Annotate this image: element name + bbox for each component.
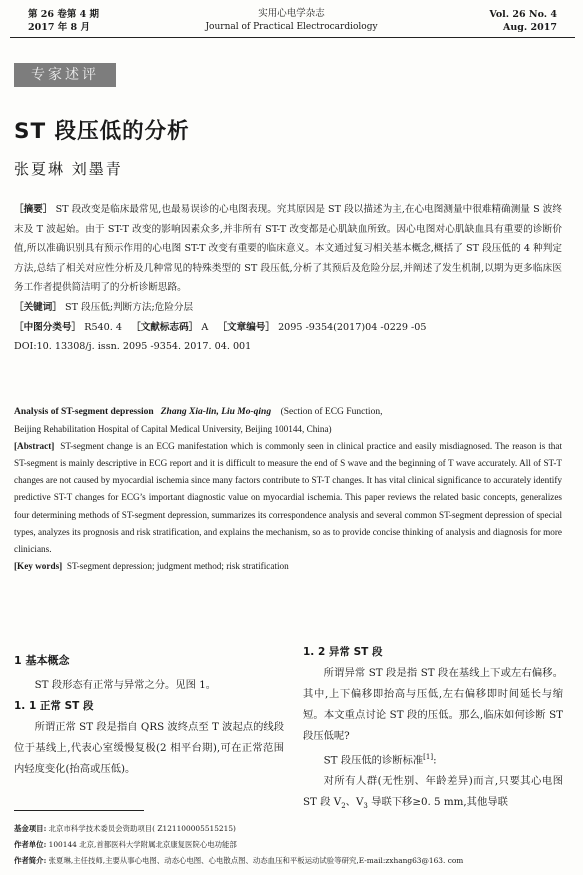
article-title: ST 段压低的分析 (14, 119, 190, 144)
body-column-right (303, 642, 563, 817)
criteria-text-a: 对所有人群(无性别、年龄差异)而言,只要其心电图 ST 段 V (303, 775, 563, 809)
criteria-colon: : (433, 754, 437, 767)
criteria-heading: ST 段压低的诊断标准 (323, 754, 424, 767)
volume-issue: 第 26 卷第 4 期 (28, 9, 100, 20)
bio-label: 作者简介: (14, 856, 47, 865)
section-1-2-text: 所谓异常 ST 段是指 ST 段在基线上下或左右偏移。其中,上下偏移即抬高与压低,左右偏移即时间延长与缩短。本文重点讨论 ST 段的压低。那么,临床如何诊断 ST 段压低呢? (303, 667, 563, 742)
criteria-text (303, 771, 563, 817)
column-label: 专家述评 (14, 63, 116, 87)
header-rule (10, 37, 575, 38)
criteria-text-b: 导联下移≥0. 5 mm,其他导联 (367, 796, 508, 809)
issue-date: 2017 年 8 月 (28, 22, 90, 33)
en-authors: Zhang Xia-lin, Liu Mo-qing (160, 407, 272, 417)
journal-name-cn: 实用心电学杂志 (258, 8, 325, 19)
fund-label: 基金项目: (14, 824, 47, 833)
abstract-label: ［摘要］ (14, 204, 53, 215)
section-1-heading: 1 基本概念 (14, 654, 70, 667)
issue-date-en: Aug. 2017 (503, 22, 557, 33)
body-column-left (14, 650, 284, 780)
fund-text: 北京市科学技术委员会资助项目( Z121100005515215) (48, 824, 236, 833)
en-keywords-text: ST-segment depression; judgment method; risk stratification (66, 560, 289, 571)
article-number-value: 2095 -9354(2017)04 -0229 -05 (278, 321, 427, 333)
footnote-fund (14, 823, 574, 834)
unit-text: 100144 北京,首都医科大学附属北京康复医院心电功能部 (48, 840, 237, 849)
en-affiliation-b: Beijing Rehabilitation Hospital of Capital Medical University, Beijing 100144, China) (14, 424, 332, 435)
chinese-abstract (14, 200, 562, 357)
section-1-2-heading: 1. 2 异常 ST 段 (303, 646, 383, 658)
en-abstract-label: [Abstract] (14, 441, 55, 452)
lead-v3-sub: 3 (363, 802, 368, 811)
keywords-label: ［关键词］ (14, 301, 62, 313)
criteria-ref: [1] (423, 753, 434, 761)
lead-v2-sub: 2 (341, 802, 346, 811)
english-abstract (14, 404, 562, 575)
footnote-unit (14, 839, 574, 850)
footnote-bio (14, 855, 574, 866)
keywords-text: ST 段压低;判断方法;危险分层 (65, 301, 194, 313)
section-1-1-heading: 1. 1 正常 ST 段 (14, 700, 94, 712)
en-abstract-text: ST-segment change is an ECG manifestation which is commonly seen in clinical practice and easily misdiagnosed. The reason is that ST-segment is mainly descriptive in ECG report and it is difficult to measure the end of S wave and the beginning of T wave accurately. All of ST-T changes are not caused by myocardial ischemia since many factors contribute to ST-T changes. It has vital clinical significance to accurately identify predictive ST-T changes for ECG’s important diagnostic value on myocardial ischemia. This paper reviews the related basic concepts, generalizes four determining methods of ST-segment depression, summarizes its correspondence analysis and several common ST-segment depression of special types, analyzes its prognosis and risk stratification, and explains the mechanism, so as to provide concise thinking of analysis and diagnosis for more clinicians. (14, 441, 562, 554)
en-keywords-label: [Key words] (14, 560, 63, 571)
bio-text: 张夏琳,主任技师,主要从事心电图、动态心电图、心电散点图、动态血压和平板运动试验等研究,E-mail:zxhang63@163. com (48, 856, 464, 865)
criteria-heading-line (303, 747, 563, 771)
clc-label: ［中图分类号］ (14, 321, 82, 333)
article-authors: 张夏琳 刘墨青 (14, 160, 123, 178)
section-1-text: ST 段形态有正常与异常之分。见图 1。 (34, 679, 217, 691)
criteria-mid: 、V (345, 796, 364, 809)
journal-name-en: Journal of Practical Electrocardiology (205, 21, 378, 32)
section-1-1-text: 所谓正常 ST 段是指自 QRS 波终点至 T 波起点的线段位于基线上,代表心室缓慢复极(2 相平台期),可在正常范围内轻度变化(抬高或压低)。 (14, 721, 284, 775)
doc-code-value: A (201, 321, 209, 333)
en-title: Analysis of ST-segment depression (14, 407, 154, 417)
footnote-rule (14, 810, 144, 811)
en-affiliation-a: (Section of ECG Function, (280, 407, 383, 417)
unit-label: 作者单位: (14, 840, 47, 849)
doi: DOI:10. 13308/j. issn. 2095 -9354. 2017. 04. 001 (14, 341, 252, 353)
issue-info-en (489, 8, 557, 34)
en-keywords (14, 558, 562, 575)
volume-issue-en: Vol. 26 No. 4 (489, 9, 557, 20)
article-number-label: ［文章编号］ (217, 321, 275, 333)
abstract-text: ST 段改变是临床最常见,也最易误诊的心电图表现。究其原因是 ST 段以描述为主,在心电图测量中很难精确测量 S 波终末及 T 波起始。由于 ST-T 改变的影响因素众多,并非所有 ST-T 改变都是心肌缺血所致。因心电图对心肌缺血具有重要的诊断价值,所以准确识别具有预示作用的心电图 ST-T 改变有重要的临床意义。本文通过复习相关基本概念,概括了 ST 段压低的 4 种判定方法,总结了相关对应性分析及几种常见的特殊类型的 ST 段压低,分析了其预后及危险分层,并阐述了发生机制,以期为更多临床医务工作者提供简洁明了的分析诊断思路。 (14, 204, 562, 294)
clc-value: R540. 4 (84, 321, 122, 333)
doc-code-label: ［文献标志码］ (131, 321, 199, 333)
en-abstract-body (14, 438, 562, 558)
en-title-line (14, 404, 562, 421)
classification-line (14, 318, 562, 338)
keywords-cn (14, 298, 562, 318)
abstract-cn (14, 200, 562, 298)
